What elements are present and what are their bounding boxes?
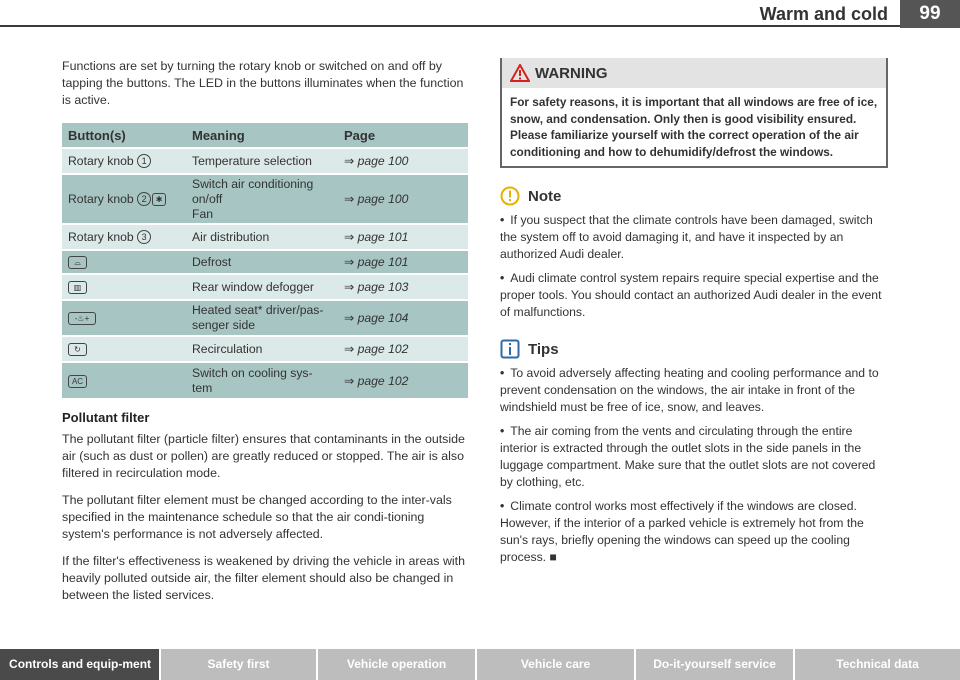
- fan-icon: ✱: [152, 193, 166, 206]
- table-row: [62, 336, 468, 362]
- meaning-cell: Rear window defogger: [186, 274, 338, 300]
- table-row: [62, 224, 468, 250]
- page-ref: ⇒ page 101: [338, 224, 468, 250]
- defrost-icon: ⌓: [68, 256, 87, 269]
- meaning-cell: Defrost: [186, 250, 338, 274]
- meaning-cell: Heated seat* driver/pas-senger side: [186, 300, 338, 336]
- header-meaning: Meaning: [186, 122, 338, 148]
- recirculation-icon: ↻: [68, 343, 87, 356]
- table-header: [62, 122, 468, 148]
- footer-tab-care[interactable]: Vehicle care: [477, 649, 634, 680]
- tips-label: Tips: [528, 340, 559, 358]
- knob-2-icon: 2: [137, 192, 151, 206]
- tips-item: • The air coming from the vents and circulating through the entire interior is extracted through the outlet slots in the side panels in the luggage compartment. Make sure that the outlet slots are not covered by clothing, etc.: [500, 424, 876, 489]
- footer-nav: [0, 649, 960, 680]
- note-item: • If you suspect that the climate controls have been damaged, switch the system off to avoid damaging it, and have it inspected by an authorized Audi dealer.: [500, 213, 873, 261]
- intro-text: Functions are set by turning the rotary knob or switched on and off by tapping the buttons. The LED in the buttons illuminates when the function is active.: [62, 59, 464, 107]
- warning-triangle-icon: [510, 64, 530, 82]
- section-title: Warm and cold: [759, 4, 888, 24]
- meaning-cell: Temperature selection: [186, 148, 338, 174]
- page-ref: ⇒ page 102: [338, 336, 468, 362]
- tips-item: • Climate control works most effectively if the windows are closed. However, if the interior of a parked vehicle is extremely hot from the sun's rays, briefly opening the windows can speed up the cooling process. ■: [500, 499, 864, 564]
- pollutant-heading: Pollutant filter: [62, 410, 150, 425]
- footer-tab-technical[interactable]: Technical data: [795, 649, 960, 680]
- footer-tab-operation[interactable]: Vehicle operation: [318, 649, 475, 680]
- tips-header: [500, 339, 888, 359]
- tips-item: • To avoid adversely affecting heating and cooling performance and to prevent condensation on the windows, the air intake in front of the windshield must be free of ice, snow, and leaves.: [500, 366, 879, 414]
- pollutant-paragraph: If the filter's effectiveness is weakened by driving the vehicle in areas with heavily polluted outside air, the filter element should also be changed in between the listed services.: [62, 554, 465, 602]
- seat-heat-icon: -♨+: [68, 312, 96, 325]
- table-row: [62, 148, 468, 174]
- table-row: [62, 274, 468, 300]
- page-ref: ⇒ page 103: [338, 274, 468, 300]
- warning-text: For safety reasons, it is important that all windows are free of ice, snow, and condensation. Only then is good visibility ensured. Please familiarize yourself with the correct operation of the air conditioning and how to dehumidify/defrost the windows.: [510, 95, 878, 159]
- pollutant-paragraph: The pollutant filter (particle filter) ensures that contaminants in the outside air (such as dust or pollen) are greatly reduced or stopped. The air is also filtered in recirculation mode.: [62, 432, 465, 480]
- page-ref: ⇒ page 100: [338, 148, 468, 174]
- page-ref: ⇒ page 101: [338, 250, 468, 274]
- ac-button-icon: AC: [68, 375, 87, 388]
- knob-1-icon: 1: [137, 154, 151, 168]
- tips-info-icon: [500, 339, 520, 359]
- button-label: Rotary knob: [68, 229, 134, 244]
- footer-tab-controls[interactable]: Controls and equip-ment: [0, 649, 159, 680]
- meaning-cell: Recirculation: [186, 336, 338, 362]
- note-item: • Audi climate control system repairs require special expertise and the proper tools. You should contact an authorized Audi dealer in the event of malfunctions.: [500, 271, 882, 319]
- rear-defogger-icon: ▥: [68, 281, 87, 294]
- meaning-cell: Switch air conditioning on/off Fan: [186, 174, 338, 224]
- page-ref: ⇒ page 100: [338, 174, 468, 224]
- header-page: Page: [338, 122, 468, 148]
- note-header: [500, 186, 888, 206]
- button-label: Rotary knob: [68, 153, 134, 168]
- page-ref: ⇒ page 102: [338, 362, 468, 398]
- right-column: [500, 58, 888, 573]
- table-row: [62, 300, 468, 336]
- note-exclamation-icon: [500, 186, 520, 206]
- table-row: [62, 174, 468, 224]
- footer-tab-diy[interactable]: Do-it-yourself service: [636, 649, 793, 680]
- page-ref: ⇒ page 104: [338, 300, 468, 336]
- meaning-cell: Air distribution: [186, 224, 338, 250]
- footer-tab-safety[interactable]: Safety first: [161, 649, 316, 680]
- left-column: [62, 58, 468, 614]
- pollutant-paragraph: The pollutant filter element must be changed according to the inter-vals specified in the maintenance schedule so that the air condi-tioning system's performance is not adversely affected.: [62, 493, 452, 541]
- table-row: [62, 250, 468, 274]
- warning-label: WARNING: [535, 64, 608, 82]
- button-label: Rotary knob: [68, 191, 134, 206]
- knob-3-icon: 3: [137, 230, 151, 244]
- header-buttons: Button(s): [62, 122, 186, 148]
- page-number: 99: [900, 0, 960, 28]
- warning-header: [502, 58, 886, 88]
- meaning-cell: Switch on cooling sys-tem: [186, 362, 338, 398]
- note-label: Note: [528, 187, 562, 205]
- warning-box: [500, 58, 888, 168]
- header-rule: [0, 25, 928, 27]
- controls-table: [62, 121, 468, 398]
- table-row: [62, 362, 468, 398]
